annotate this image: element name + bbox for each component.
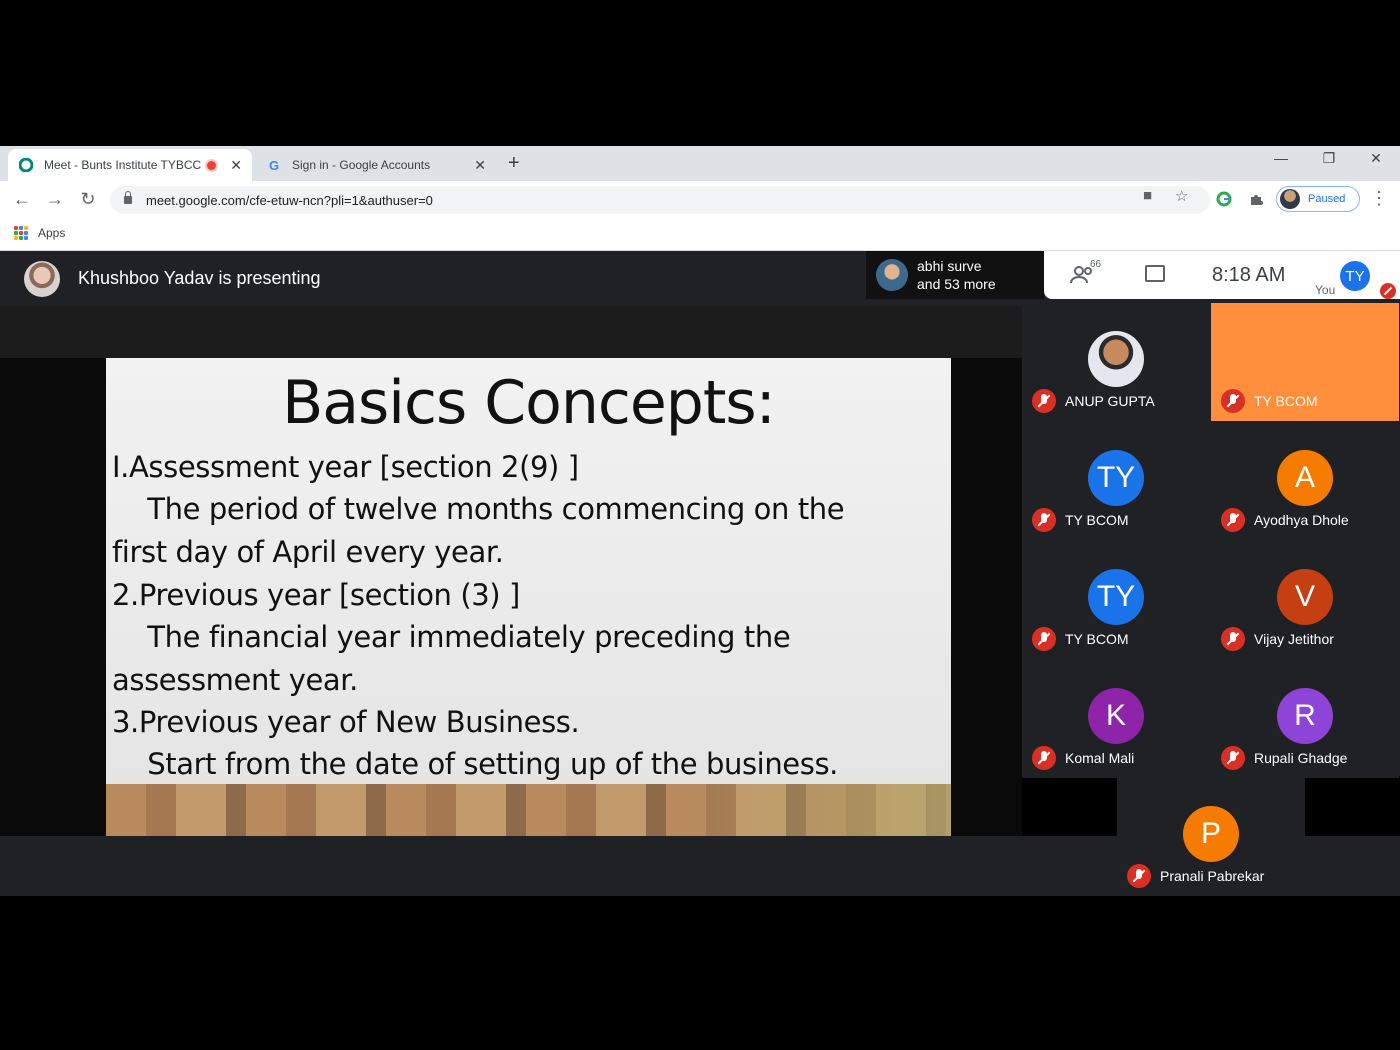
self-avatar[interactable]: TY [1340,261,1370,291]
google-icon: G [268,157,280,173]
profile-avatar [1280,189,1300,209]
back-button[interactable]: ← [13,189,31,209]
tab-google-accounts[interactable] [256,149,496,181]
muted-mic-icon [1221,508,1245,532]
participant-tile[interactable] [1211,541,1399,659]
tab-title: Sign in - Google Accounts [292,158,431,172]
presenter-avatar [24,261,60,297]
slide-line: 3.Previous year of New Business. [112,705,580,739]
slide-line: The period of twelve months commencing on the [112,492,845,526]
slide-line: 2.Previous year [section (3) ] [112,578,520,612]
bookmark-star-icon[interactable]: ☆ [1175,188,1189,205]
participant-avatar: R [1277,688,1333,744]
participant-name: TY BCOM [1065,512,1129,528]
participant-avatar [876,259,908,291]
profile-button[interactable] [1276,186,1360,212]
tab-meet[interactable] [8,149,252,181]
muted-mic-icon [1032,508,1056,532]
muted-mic-icon [1221,389,1245,413]
reload-button[interactable]: ↻ [80,189,96,209]
participants-summary-line1: abhi surve [917,258,982,274]
presenter-text: Khushboo Yadav is presenting [78,268,321,288]
muted-mic-icon [1221,746,1245,770]
participants-summary-text [917,257,996,293]
participant-avatar: K [1088,688,1144,744]
slide-line: first day of April every year. [112,535,504,569]
browser-window [0,146,1400,896]
participant-name: Vijay Jetithor [1254,631,1334,647]
participant-avatar: V [1277,569,1333,625]
menu-icon[interactable]: ⋮ [1370,188,1388,208]
participant-count: 66 [1090,259,1102,270]
url-text: meet.google.com/cfe-etuw-ncn?pli=1&authuser=0 [146,192,433,208]
participants-summary[interactable] [866,251,1044,299]
close-tab-icon[interactable]: ✕ [474,156,486,173]
forward-button[interactable]: → [46,189,64,209]
participant-name: TY BCOM [1254,393,1318,409]
participant-tile[interactable] [1117,778,1305,896]
slide-floor-image [106,784,951,836]
participant-avatar: TY [1088,569,1144,625]
participant-name: Komal Mali [1065,750,1135,766]
slide-line: Start from the date of setting up of the business. [112,747,838,781]
clock-time: 8:18 AM [1212,264,1286,286]
camera-icon[interactable]: ■ [1143,187,1153,204]
participant-tile-active[interactable] [1211,303,1399,421]
self-muted-icon [1380,283,1396,299]
participant-name: Pranali Pabrekar [1160,868,1265,884]
lock-icon [124,196,132,204]
presentation-stage [0,358,1022,836]
apps-grid-icon [14,226,28,240]
profile-status: Paused [1308,193,1346,205]
new-tab-button[interactable]: + [508,152,520,174]
participant-name: Ayodhya Dhole [1254,512,1349,528]
participant-tile[interactable] [1211,422,1399,540]
tab-strip [0,146,1400,181]
participant-name: ANUP GUPTA [1065,393,1155,409]
participant-name: TY BCOM [1065,631,1129,647]
apps-label: Apps [38,226,66,240]
recording-icon [207,161,216,170]
address-bar[interactable] [110,186,1210,214]
extension-g-icon[interactable] [1216,191,1232,207]
muted-mic-icon [1221,627,1245,651]
presentation-slide [106,358,951,836]
participant-avatar: TY [1088,450,1144,506]
you-label: You [1315,283,1336,297]
close-tab-icon[interactable]: ✕ [230,156,242,173]
slide-line: The financial year immediately preceding the [112,620,791,654]
muted-mic-icon [1032,746,1056,770]
minimize-button[interactable]: — [1274,150,1288,166]
slide-line: assessment year. [112,663,358,697]
participant-tile[interactable] [1022,303,1210,421]
participant-tile[interactable] [1022,541,1210,659]
participant-tile[interactable] [1022,660,1210,778]
browser-toolbar [0,181,1400,219]
participant-avatar: A [1277,450,1333,506]
apps-bookmark[interactable] [14,226,65,240]
extensions-puzzle-icon[interactable] [1249,191,1265,207]
participant-tile[interactable] [1211,660,1399,778]
participant-avatar: P [1183,806,1239,862]
meet-topbar [1044,251,1400,299]
slide-title: Basics Concepts: [282,368,775,438]
meet-call [0,251,1400,896]
participant-name: Rupali Ghadge [1254,750,1348,766]
participant-photo [1088,331,1144,387]
meet-icon [18,157,34,173]
chat-icon[interactable] [1145,265,1165,282]
muted-mic-icon [1032,389,1056,413]
bookmarks-bar [0,219,1400,251]
participants-summary-line2: and 53 more [917,276,996,292]
tab-title: Meet - Bunts Institute TYBCC [44,158,202,172]
muted-mic-icon [1032,627,1056,651]
presentation-header-band [0,306,1022,358]
slide-line: I.Assessment year [section 2(9) ] [112,450,579,484]
participant-tile[interactable] [1022,422,1210,540]
restore-button[interactable]: ❐ [1322,150,1336,166]
close-window-button[interactable]: ✕ [1370,150,1382,166]
muted-mic-icon [1127,864,1151,888]
